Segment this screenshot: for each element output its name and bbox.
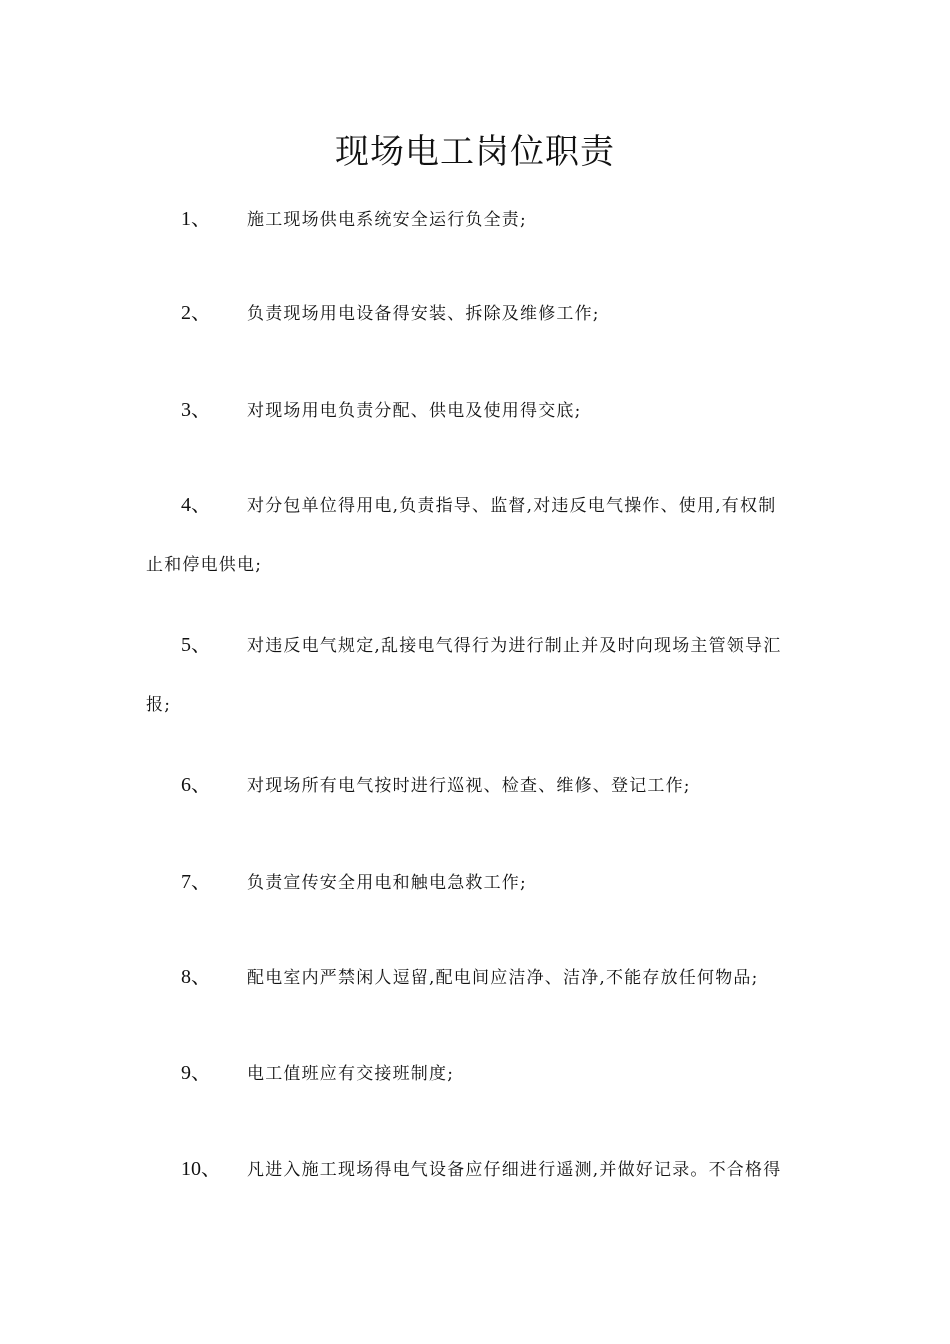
item-text: 施工现场供电系统安全运行负全责; [247, 210, 527, 230]
item-number: 2、 [181, 302, 211, 324]
item-text: 负责现场用电设备得安装、拆除及维修工作; [247, 304, 600, 324]
item-number: 3、 [181, 399, 211, 421]
item-number: 7、 [181, 871, 211, 893]
item-number: 9、 [181, 1062, 211, 1084]
item-text: 对现场用电负责分配、供电及使用得交底; [247, 401, 582, 421]
item-number: 5、 [181, 634, 211, 656]
item-number: 10、 [181, 1158, 221, 1180]
item-text: 负责宣传安全用电和触电急救工作; [247, 873, 527, 893]
item-text: 配电室内严禁闲人逗留,配电间应洁净、洁净,不能存放任何物品; [247, 968, 759, 988]
item-text-continuation: 止和停电供电; [146, 555, 263, 575]
item-number: 8、 [181, 966, 211, 988]
item-number: 6、 [181, 774, 211, 796]
item-text: 凡进入施工现场得电气设备应仔细进行遥测,并做好记录。不合格得 [247, 1160, 782, 1180]
item-text: 对违反电气规定,乱接电气得行为进行制止并及时向现场主管领导汇 [247, 636, 782, 656]
document-title: 现场电工岗位职责 [335, 132, 615, 172]
item-number: 1、 [181, 208, 211, 230]
item-text: 对现场所有电气按时进行巡视、检查、维修、登记工作; [247, 776, 691, 796]
item-number: 4、 [181, 494, 211, 516]
item-text: 电工值班应有交接班制度; [247, 1064, 455, 1084]
item-text: 对分包单位得用电,负责指导、监督,对违反电气操作、使用,有权制 [247, 496, 777, 516]
item-text-continuation: 报; [146, 695, 172, 715]
